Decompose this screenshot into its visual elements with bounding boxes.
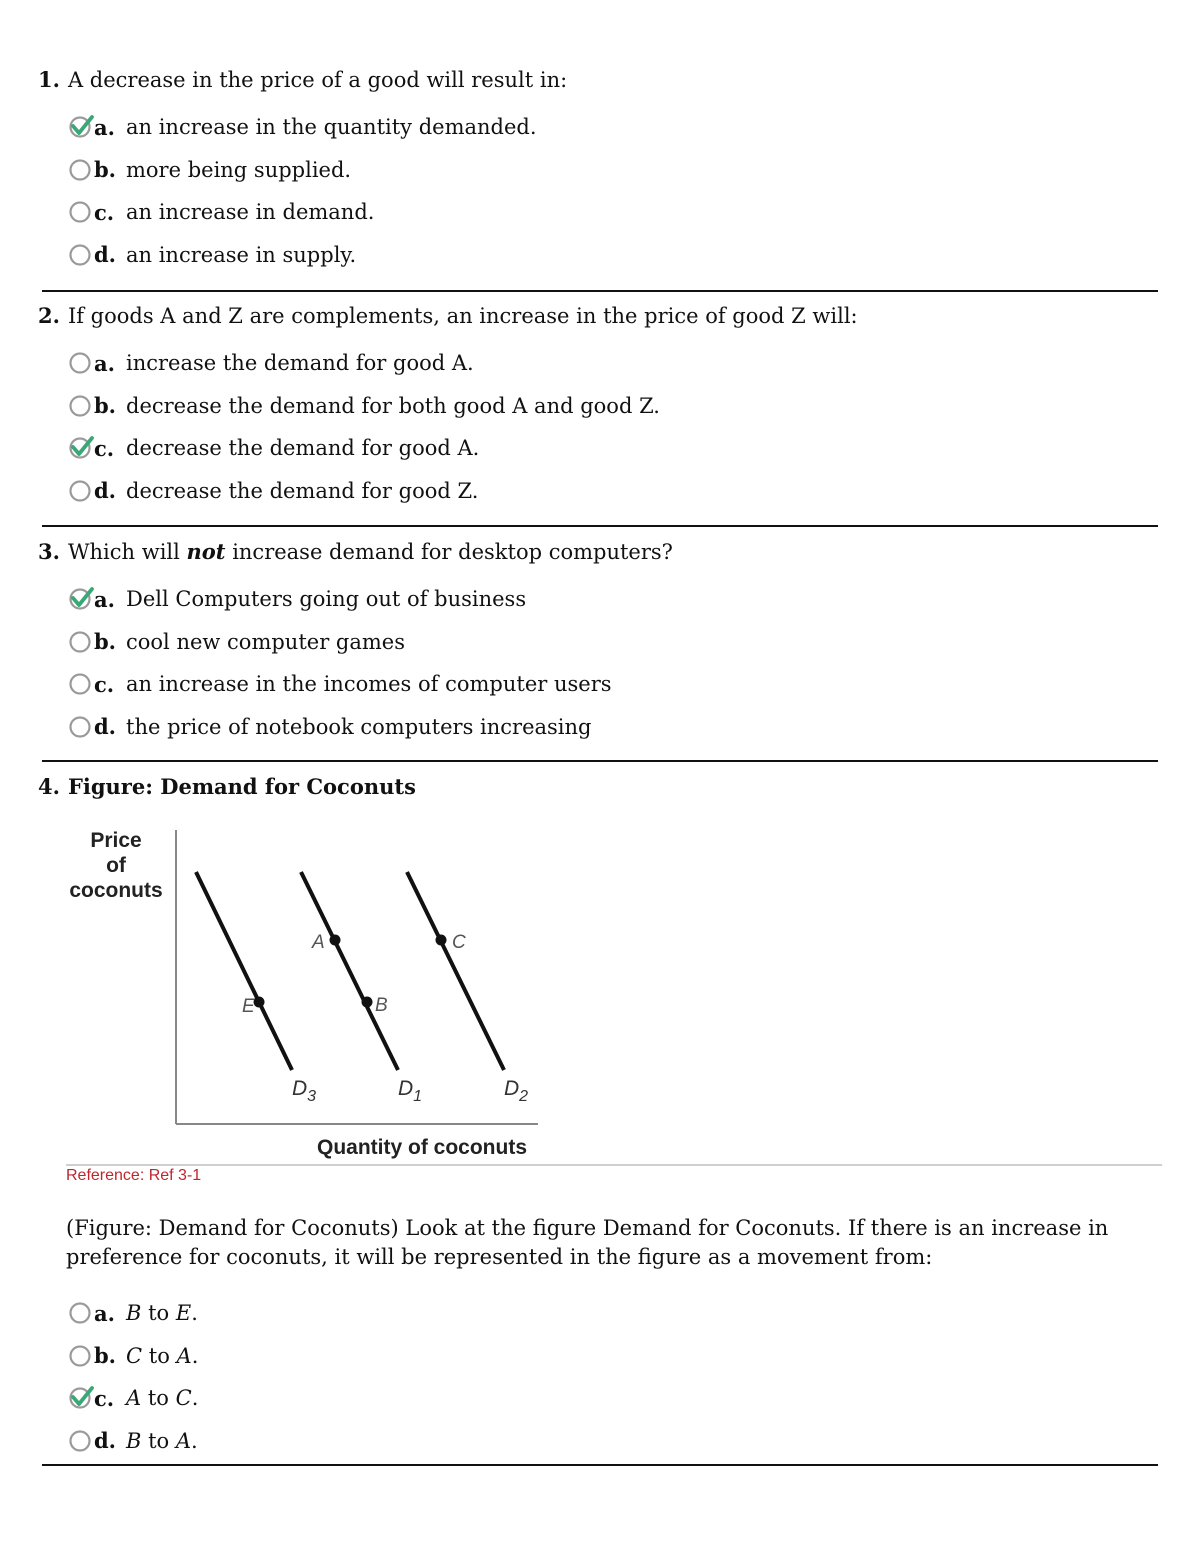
options-list	[68, 106, 1158, 276]
option-text-part: to	[142, 1343, 177, 1368]
option-text: an increase in the incomes of computer users	[126, 672, 612, 697]
question-1	[38, 66, 1158, 276]
radio-checked-icon[interactable]	[68, 114, 94, 140]
demand-figure	[60, 822, 550, 1162]
option-letter: b.	[94, 629, 116, 655]
question-text-part: increase demand for desktop computers?	[225, 540, 673, 564]
radio-empty-icon[interactable]	[68, 157, 94, 183]
option-letter: a.	[94, 350, 115, 376]
question-text-part: Which will	[67, 540, 187, 564]
answer-option[interactable]	[68, 706, 1158, 749]
demand-chart	[60, 822, 550, 1162]
point-a	[330, 935, 341, 946]
option-text: an increase in the quantity demanded.	[126, 115, 537, 140]
point-name: B	[126, 1301, 142, 1326]
curve-label-d3-main: D	[292, 1077, 308, 1100]
point-label-e: E	[242, 996, 255, 1017]
divider	[42, 290, 1158, 292]
demand-curve-d1	[301, 872, 398, 1070]
point-name: A	[175, 1428, 192, 1453]
answer-option[interactable]	[68, 663, 1158, 706]
point-c	[436, 935, 447, 946]
option-letter: b.	[94, 393, 116, 419]
answer-option[interactable]	[68, 106, 1158, 149]
curve-label-d3-sub: 3	[307, 1088, 317, 1105]
radio-empty-icon[interactable]	[68, 393, 94, 419]
option-text: decrease the demand for good A.	[126, 436, 480, 461]
radio-empty-icon[interactable]	[68, 350, 94, 376]
option-letter: a.	[94, 586, 115, 612]
option-text	[126, 1344, 198, 1368]
radio-empty-icon[interactable]	[68, 478, 94, 504]
option-letter: d.	[94, 242, 116, 268]
curve-label-d1-sub: 1	[413, 1088, 423, 1105]
option-text-part: to	[141, 1428, 176, 1453]
option-text: cool new computer games	[126, 629, 405, 654]
option-letter: d.	[94, 714, 116, 740]
emphasis-word: not	[186, 539, 226, 564]
option-text	[126, 1429, 198, 1453]
curve-label-d2-main: D	[504, 1077, 520, 1100]
option-text-part: to	[141, 1301, 176, 1326]
curve-label-d2	[504, 1077, 528, 1105]
question-text	[68, 540, 673, 564]
option-letter: c.	[94, 1385, 115, 1411]
point-label-b: B	[375, 995, 388, 1016]
demand-curve-d2	[407, 872, 504, 1070]
answer-option[interactable]	[68, 470, 1158, 513]
question-number: 2.	[38, 303, 60, 328]
option-text: the price of notebook computers increasing	[126, 714, 592, 739]
radio-empty-icon[interactable]	[68, 1428, 94, 1454]
divider	[42, 760, 1158, 762]
radio-empty-icon[interactable]	[68, 1343, 94, 1369]
divider	[42, 525, 1158, 527]
answer-option[interactable]	[68, 1377, 1158, 1420]
option-letter: a.	[94, 114, 115, 140]
option-letter: d.	[94, 478, 116, 504]
answer-option[interactable]	[68, 427, 1158, 470]
question-4-options	[38, 1280, 1158, 1462]
answer-option[interactable]	[68, 342, 1158, 385]
question-1-stem	[38, 66, 1158, 94]
reference-label: Reference: Ref 3-1	[66, 1167, 202, 1184]
option-text	[126, 1386, 198, 1410]
question-text: If goods A and Z are complements, an increase in the price of good Z will:	[67, 304, 858, 328]
option-text-part: .	[191, 1386, 199, 1411]
question-4-text: (Figure: Demand for Coconuts) Look at the figure Demand for Coconuts. If there is an increase in preference for coconuts, it will be represented in the figure as a movement from:	[66, 1216, 1109, 1269]
option-text: decrease the demand for good Z.	[126, 478, 479, 503]
radio-empty-icon[interactable]	[68, 714, 94, 740]
option-letter: c.	[94, 435, 115, 461]
question-4	[38, 773, 1158, 801]
answer-option[interactable]	[68, 578, 1158, 621]
question-2	[38, 302, 1158, 512]
radio-empty-icon[interactable]	[68, 671, 94, 697]
options-list	[68, 578, 1158, 748]
answer-option[interactable]	[68, 149, 1158, 192]
curve-label-d1-main: D	[398, 1077, 414, 1100]
option-letter: c.	[94, 199, 115, 225]
point-name: C	[126, 1343, 143, 1368]
option-text: increase the demand for good A.	[126, 351, 474, 376]
question-number: 4.	[38, 774, 60, 799]
options-list	[68, 342, 1158, 512]
option-text: Dell Computers going out of business	[126, 587, 527, 612]
radio-checked-icon[interactable]	[68, 435, 94, 461]
question-3	[38, 538, 1158, 748]
point-name: A	[176, 1343, 192, 1368]
question-number: 3.	[38, 539, 60, 564]
y-axis-label-line: coconuts	[69, 879, 163, 902]
answer-option[interactable]	[68, 1420, 1158, 1463]
answer-option[interactable]	[68, 385, 1158, 428]
radio-checked-icon[interactable]	[68, 1385, 94, 1411]
radio-empty-icon[interactable]	[68, 1300, 94, 1326]
options-list	[68, 1292, 1158, 1462]
point-name: A	[126, 1386, 142, 1411]
option-text: decrease the demand for both good A and good Z.	[126, 393, 660, 418]
radio-checked-icon[interactable]	[68, 586, 94, 612]
question-4-heading	[38, 773, 1158, 801]
answer-option[interactable]	[68, 1292, 1158, 1335]
y-axis-label-line: Price	[90, 829, 142, 852]
divider	[42, 1464, 1158, 1466]
question-2-stem	[38, 302, 1158, 330]
answer-option[interactable]	[68, 621, 1158, 664]
option-text-part: to	[141, 1386, 176, 1411]
demand-curve-d3	[196, 872, 292, 1070]
option-text: an increase in supply.	[126, 242, 357, 267]
option-text: an increase in demand.	[126, 200, 375, 225]
option-letter: b.	[94, 157, 116, 183]
answer-option[interactable]	[68, 1335, 1158, 1378]
option-text: more being supplied.	[126, 157, 352, 182]
point-label-a: A	[312, 932, 325, 953]
point-e	[254, 997, 265, 1008]
answer-option[interactable]	[68, 191, 1158, 234]
point-label-c: C	[452, 932, 466, 953]
option-letter: c.	[94, 671, 115, 697]
figure-title: Figure: Demand for Coconuts	[67, 774, 416, 799]
radio-empty-icon[interactable]	[68, 242, 94, 268]
y-axis-label-line: of	[106, 854, 126, 877]
option-text-part: .	[191, 1301, 198, 1326]
radio-empty-icon[interactable]	[68, 199, 94, 225]
option-letter: b.	[94, 1343, 116, 1369]
answer-option[interactable]	[68, 234, 1158, 277]
option-text-part: .	[191, 1343, 199, 1368]
question-3-stem	[38, 538, 1158, 566]
point-name: E	[175, 1301, 192, 1326]
radio-empty-icon[interactable]	[68, 629, 94, 655]
point-name: C	[175, 1386, 192, 1411]
question-text: A decrease in the price of a good will result in:	[67, 68, 568, 92]
point-b	[362, 997, 373, 1008]
point-name: B	[126, 1428, 142, 1453]
x-axis-label: Quantity of coconuts	[317, 1136, 527, 1159]
option-letter: d.	[94, 1428, 116, 1454]
curve-label-d1	[398, 1077, 422, 1105]
question-number: 1.	[38, 67, 60, 92]
curve-label-d2-sub: 2	[519, 1088, 529, 1105]
curve-label-d3	[292, 1077, 316, 1105]
reference-divider	[66, 1164, 1162, 1166]
option-text	[126, 1301, 198, 1325]
option-text-part: .	[191, 1428, 198, 1453]
option-letter: a.	[94, 1300, 115, 1326]
